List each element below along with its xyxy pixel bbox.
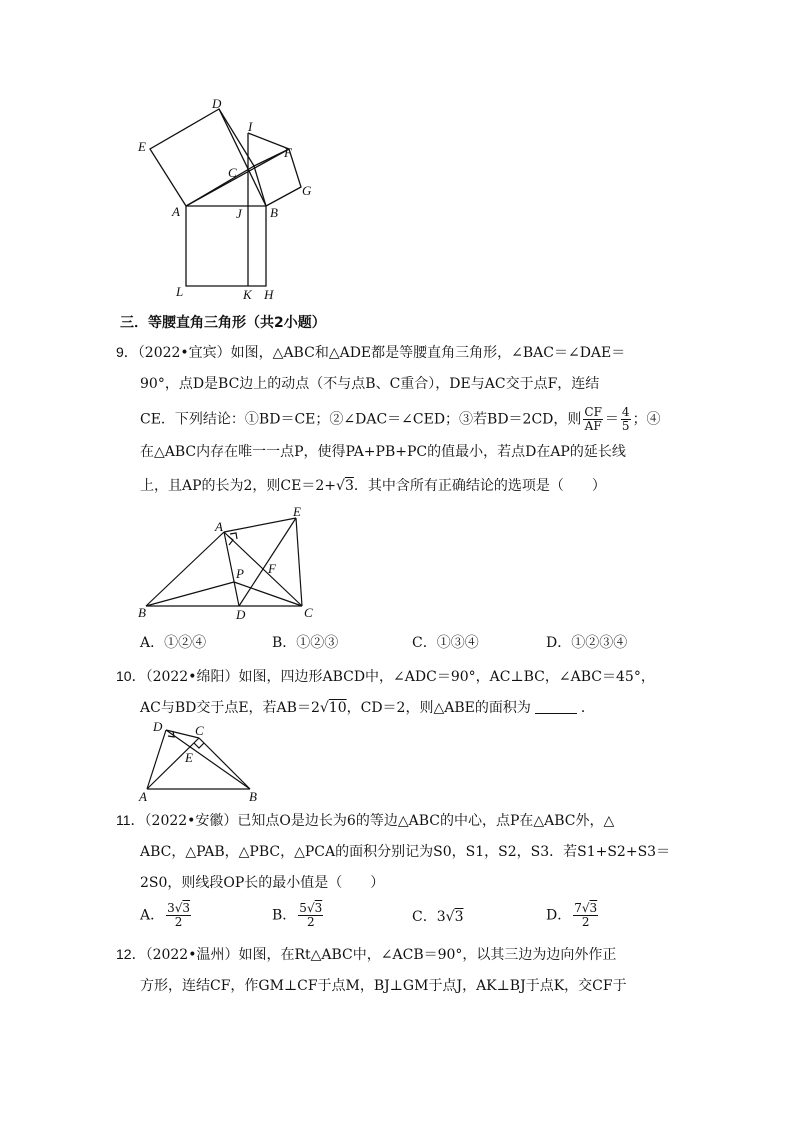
q9-text3b: ；④ bbox=[632, 411, 661, 428]
q9-option-c[interactable] bbox=[412, 633, 479, 653]
answer-blank[interactable] bbox=[535, 699, 577, 714]
frac-den: 2 bbox=[581, 915, 590, 929]
q11-option-a[interactable] bbox=[140, 902, 193, 929]
q11-option-c[interactable]: C．3√3 bbox=[412, 909, 464, 925]
frac-den: 2 bbox=[306, 915, 315, 929]
q9-text5a: 上，且AP的长为2，则CE＝2+ bbox=[140, 478, 337, 494]
q12-line1 bbox=[116, 944, 616, 965]
coef: 3 bbox=[436, 909, 446, 925]
q11-line2: ABC，△PAB，△PBC，△PCA的面积分别记为S0，S1，S2，S3．若S1+S2+S3＝ bbox=[140, 844, 671, 860]
label-c: C bbox=[304, 605, 313, 620]
option-letter: A． bbox=[140, 907, 165, 924]
q9-line1 bbox=[116, 342, 625, 363]
option-frac: $\frac{5√3}{2}$ bbox=[299, 901, 323, 929]
q9-text5b: ．其中含所有正确结论的选项是（ ） bbox=[353, 478, 606, 494]
q11-number: 11． bbox=[116, 812, 145, 828]
q10-text1: （2022•绵阳）如图，四边形ABCD中，∠ADC＝90°，AC⊥BC，∠ABC＝45°， bbox=[145, 669, 655, 685]
segment-if bbox=[248, 133, 289, 149]
q11-text1: （2022•安徽）已知点O是边长为6的等边△ABC的中心，点P在△ABC外，△ bbox=[144, 813, 615, 829]
label-i: I bbox=[248, 119, 253, 134]
segment-pc bbox=[234, 582, 302, 606]
q10-text2a: AC与BD交于点E，若AB＝2 bbox=[140, 700, 320, 716]
square-bcfg bbox=[254, 149, 301, 206]
q11-line3: 2S0，则线段OP长的最小值是（ ） bbox=[140, 875, 385, 891]
q9-radicand: 3 bbox=[344, 478, 354, 494]
segment-db bbox=[166, 730, 250, 789]
radicand: 3 bbox=[589, 901, 598, 915]
label-e: E bbox=[138, 139, 146, 154]
coef: 3 bbox=[167, 901, 175, 915]
label-k: K bbox=[243, 287, 252, 302]
radicand: 3 bbox=[314, 901, 323, 915]
label-e: E bbox=[185, 750, 193, 765]
label-d: D bbox=[212, 96, 222, 111]
label-c: C bbox=[228, 165, 237, 180]
q9-text1: （2022•宜宾）如图，△ABC和△ADE都是等腰直角三角形，∠BAC＝∠DAE＝ bbox=[137, 345, 626, 361]
label-h: H bbox=[264, 287, 274, 302]
label-c: C bbox=[195, 723, 204, 738]
q11-option-d[interactable] bbox=[546, 902, 600, 929]
label-d: D bbox=[153, 719, 163, 734]
label-g: G bbox=[302, 183, 312, 198]
option-frac: $\frac{3√3}{2}$ bbox=[167, 901, 191, 929]
label-b: B bbox=[270, 205, 278, 220]
figure-q9 bbox=[135, 505, 325, 625]
q11-line1 bbox=[116, 810, 614, 831]
frac-den: AF bbox=[584, 419, 602, 433]
option-frac: $\frac{7√3}{2}$ bbox=[574, 901, 598, 929]
coef: 5 bbox=[299, 901, 307, 915]
q12-text1: （2022•温州）如图，在Rt△ABC中，∠ACB＝90°，以其三边为边向外作正 bbox=[145, 947, 617, 963]
q9-option-a[interactable] bbox=[140, 633, 206, 653]
q9-line4: 在△ABC内存在唯一一点P，使得PA+PB+PC的值最小，若点D在AP的延长线 bbox=[140, 444, 626, 460]
segment-db bbox=[219, 109, 266, 206]
segment-ae bbox=[224, 518, 296, 532]
q10-number: 10． bbox=[116, 668, 146, 684]
label-l: L bbox=[176, 284, 184, 299]
label-a: A bbox=[172, 204, 180, 219]
q9-number: 9． bbox=[116, 344, 138, 360]
option-text: ①②④ bbox=[164, 635, 207, 651]
label-d: D bbox=[236, 607, 246, 622]
segment-cb bbox=[199, 738, 250, 789]
label-f: F bbox=[268, 561, 276, 576]
q10-text2c: ． bbox=[580, 700, 595, 716]
q9-frac-4-5 bbox=[621, 406, 631, 433]
sqrt-sign: √ bbox=[319, 700, 329, 716]
figure-squares bbox=[130, 95, 330, 305]
option-letter: D． bbox=[546, 907, 572, 924]
q9-line5 bbox=[140, 476, 606, 496]
frac-num: 4 bbox=[621, 405, 630, 419]
option-letter: A． bbox=[140, 635, 165, 651]
label-f: F bbox=[284, 145, 292, 160]
option-letter: C． bbox=[412, 635, 437, 651]
section-title: 三．等腰直角三角形（共2小题） bbox=[120, 315, 326, 331]
frac-den: 5 bbox=[621, 419, 630, 433]
q9-text3a: CE．下列结论：①BD＝CE；②∠DAC＝∠CED；③若BD＝2CD，则 bbox=[140, 411, 582, 428]
q9-option-b[interactable] bbox=[272, 633, 338, 653]
q9-option-d[interactable] bbox=[546, 633, 627, 653]
frac-den: 2 bbox=[174, 915, 183, 929]
label-j: J bbox=[236, 206, 242, 221]
q10-text2b: ，CD＝2，则△ABE的面积为 bbox=[346, 700, 531, 716]
figure-q10 bbox=[135, 718, 265, 806]
q9-eq: ＝ bbox=[604, 411, 619, 428]
option-text: ①②③ bbox=[296, 635, 339, 651]
label-b: B bbox=[138, 605, 146, 620]
q10-line2 bbox=[140, 698, 595, 718]
q12-line2: 方形，连结CF，作GM⊥CF于点M，BJ⊥GM于点J，AK⊥BJ于点K，交CF于 bbox=[140, 978, 627, 994]
q9-frac-cf-af bbox=[583, 406, 603, 433]
square-abhl bbox=[186, 206, 266, 286]
right-angle-c bbox=[194, 743, 204, 748]
option-text: ①②③④ bbox=[571, 635, 628, 651]
q12-number: 12． bbox=[116, 946, 146, 962]
q9-line3 bbox=[140, 406, 661, 433]
label-b: B bbox=[249, 789, 257, 804]
radicand: 3 bbox=[182, 901, 191, 915]
q10-radicand: 10 bbox=[328, 700, 347, 716]
label-a: A bbox=[139, 789, 147, 804]
option-letter: B． bbox=[272, 635, 297, 651]
label-e: E bbox=[293, 505, 301, 519]
option-letter: C． bbox=[412, 909, 437, 925]
radicand: 3 bbox=[454, 909, 464, 925]
segment-ec bbox=[296, 518, 302, 606]
option-letter: B． bbox=[272, 907, 297, 924]
segment-af bbox=[186, 149, 289, 206]
right-angle-a1 bbox=[228, 536, 233, 545]
coef: 7 bbox=[574, 901, 582, 915]
q9-line2: 90°，点D是BC边上的动点（不与点B、C重合），DE与AC交于点F，连结 bbox=[140, 376, 600, 392]
q11-option-b[interactable] bbox=[272, 902, 325, 929]
label-p: P bbox=[236, 566, 244, 581]
frac-num: CF bbox=[584, 405, 602, 419]
q10-line1 bbox=[116, 666, 655, 687]
option-text: ①③④ bbox=[436, 635, 479, 651]
square-adeb bbox=[150, 109, 254, 206]
option-letter: D． bbox=[546, 635, 572, 651]
sqrt-sign: √ bbox=[336, 478, 345, 494]
label-a: A bbox=[215, 519, 223, 534]
